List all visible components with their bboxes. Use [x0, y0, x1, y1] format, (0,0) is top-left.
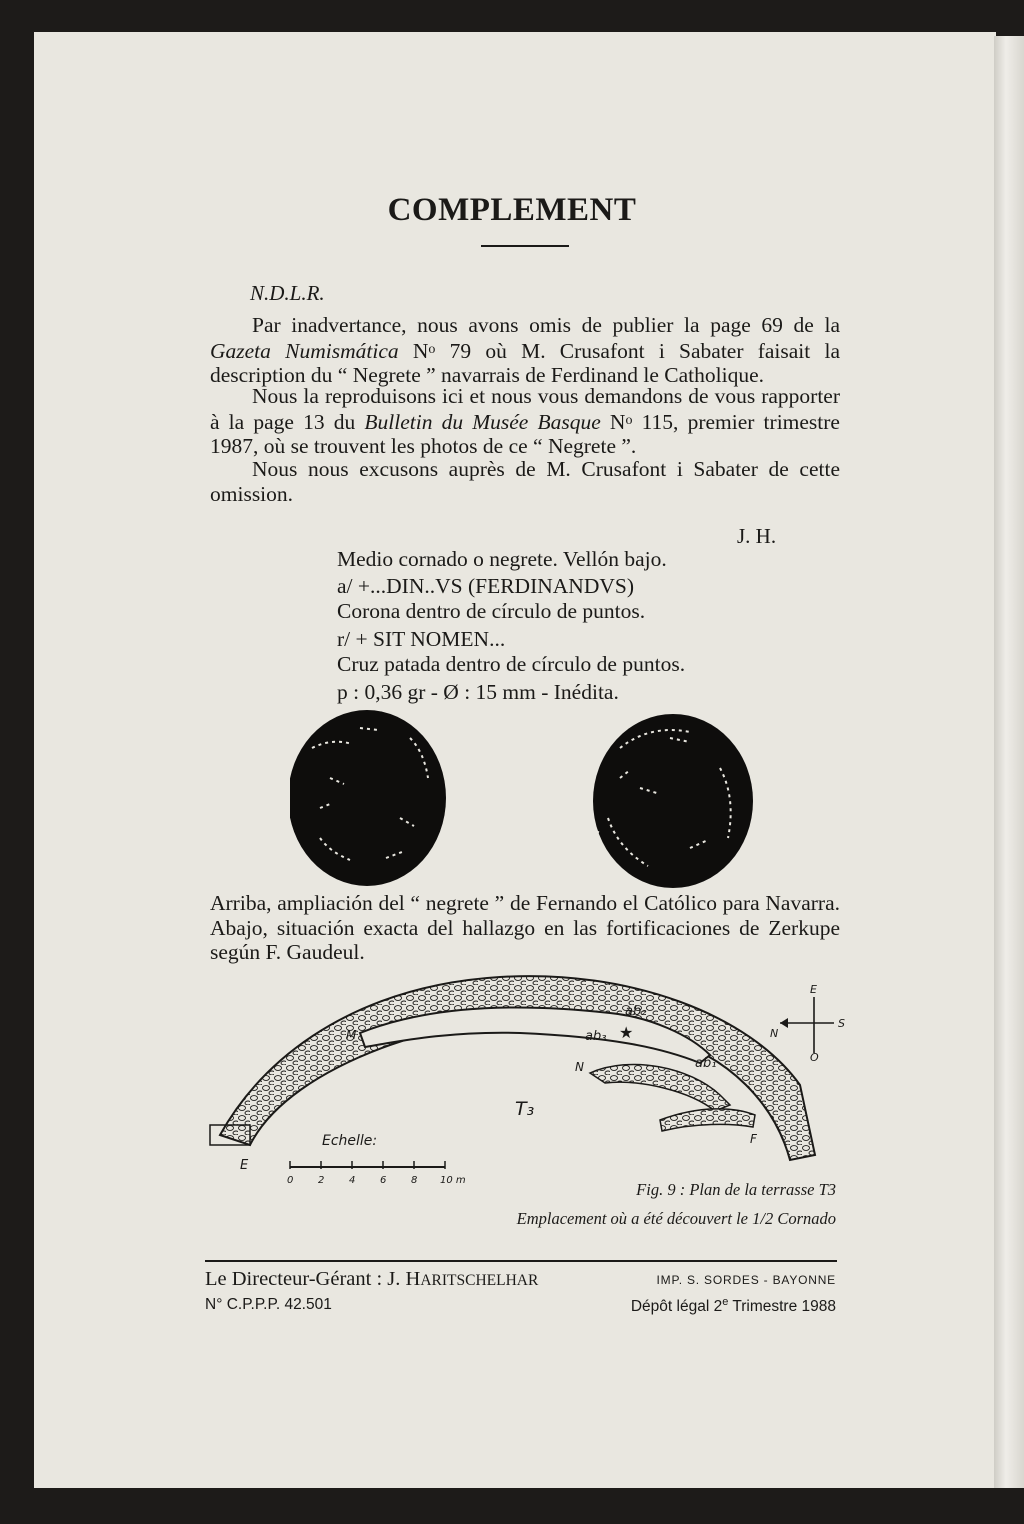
- depot-prefix: Dépôt légal 2: [630, 1298, 723, 1316]
- paragraph-1: [210, 313, 840, 388]
- terrace-label: T₃: [515, 1098, 535, 1120]
- scale-tick-label: 8: [411, 1175, 418, 1186]
- plan-label-ab2: ab₂: [625, 1004, 647, 1019]
- plan-label-m: M: [346, 1028, 357, 1042]
- scale-tick-label: 6: [380, 1175, 387, 1186]
- coin-description-line: Cruz patada dentro de círculo de puntos.: [337, 652, 686, 676]
- find-location-star-icon: ★: [619, 1025, 634, 1042]
- image-caption: Arriba, ampliación del “ negrete ” de Fernando el Católico para Navarra. Abajo, situación exacta del hallazgo en las fortificaciones de Zerkupe según F. Gaudeul.: [210, 891, 840, 964]
- paragraph-1-text-b: N: [398, 338, 429, 363]
- paragraph-3: Nous nous excusons auprès de M. Crusafont i Sabater de cette omission.: [210, 457, 840, 506]
- cppp-number: N° C.P.P.P. 42.501: [205, 1296, 332, 1313]
- scale-tick-label: 0: [287, 1175, 294, 1186]
- scale-tick-label: 2: [318, 1175, 325, 1186]
- paragraph-1-sup: o: [428, 341, 436, 357]
- coin-description-line: p : 0,36 gr - Ø : 15 mm - Inédita.: [337, 680, 619, 704]
- plan-label-n: N: [575, 1060, 584, 1074]
- plan-label-ab1: ab₁: [695, 1056, 717, 1071]
- coin-reverse-image: [590, 714, 753, 888]
- terrace-plan-drawing: [190, 955, 850, 1195]
- plan-label-e: E: [240, 1158, 249, 1173]
- paragraph-2-text-a: Nous la reproduisons ici et nous vous demandons de vous rapporter à la page 13 du: [210, 384, 840, 434]
- director-surname: [406, 1268, 539, 1290]
- paragraph-2-text-c: 115, premier trimestre 1987, où se trouvent les photos de ce “ Negrete ”.: [210, 409, 840, 458]
- scale-tick-label: 4: [349, 1175, 356, 1186]
- title-underline: [481, 245, 569, 247]
- paragraph-1-text-a: Par inadvertance, nous avons omis de publier la page 69 de la: [252, 313, 840, 337]
- paragraph-2: [210, 384, 840, 459]
- coin-description-line: a/ +...DIN..VS (FERDINANDVS): [337, 574, 634, 598]
- signature: J. H.: [737, 524, 777, 548]
- depot-suffix: Trimestre 1988: [728, 1298, 836, 1316]
- scale-tick-label: 10 m: [440, 1175, 466, 1186]
- ndlr-label: N.D.L.R.: [250, 281, 325, 305]
- paragraph-2-sup: o: [625, 412, 633, 428]
- compass-rose: [770, 983, 845, 1064]
- depot-sup: e: [722, 1296, 729, 1308]
- director-surname-rest: ARITSCHELHAR: [420, 1272, 539, 1289]
- coin-images: [290, 708, 770, 888]
- paragraph-2-text-b: N: [600, 409, 626, 434]
- printer-line: IMP. S. SORDES - BAYONNE: [656, 1273, 836, 1287]
- compass-arrow-icon: [780, 1018, 788, 1028]
- bulletin-title: Bulletin du Musée Basque: [364, 409, 601, 434]
- gazeta-title: Gazeta Numismática: [210, 338, 399, 363]
- next-page-edge: [994, 36, 1024, 1488]
- paragraph-1-text-c: 79 où M. Crusafont i Sabater faisait la description du “ Negrete ” navarrais de Ferdinand le Catholique.: [210, 338, 841, 387]
- plan-label-ab3: ab₃: [585, 1029, 607, 1044]
- legal-deposit: [560, 1296, 836, 1316]
- compass-south: S: [838, 1017, 845, 1030]
- page-title: COMPLEMENT: [387, 192, 637, 228]
- figure-caption-line-2: Emplacement où a été découvert le 1/2 Cornado: [516, 1209, 836, 1228]
- fortification-wall: [210, 976, 815, 1160]
- compass-west: O: [810, 1051, 819, 1064]
- coin-description-line: Corona dentro de círculo de puntos.: [337, 599, 646, 623]
- director-prefix: Le Directeur-Gérant : J.: [205, 1268, 406, 1290]
- scale-bar: [287, 1133, 466, 1186]
- director-surname-initial: H: [405, 1268, 421, 1290]
- coin-description-line: r/ + SIT NOMEN...: [337, 627, 506, 651]
- compass-north: N: [770, 1027, 779, 1040]
- coin-obverse-image: [290, 710, 446, 886]
- compass-east: E: [810, 983, 817, 996]
- figure-caption-line-1: Fig. 9 : Plan de la terrasse T3: [636, 1180, 836, 1199]
- plan-label-f: F: [750, 1132, 757, 1146]
- coin-description-line: Medio cornado o negrete. Vellón bajo.: [337, 547, 667, 571]
- footer-rule: [205, 1260, 837, 1262]
- director-line: [205, 1268, 538, 1291]
- scale-title: Echelle:: [322, 1133, 378, 1149]
